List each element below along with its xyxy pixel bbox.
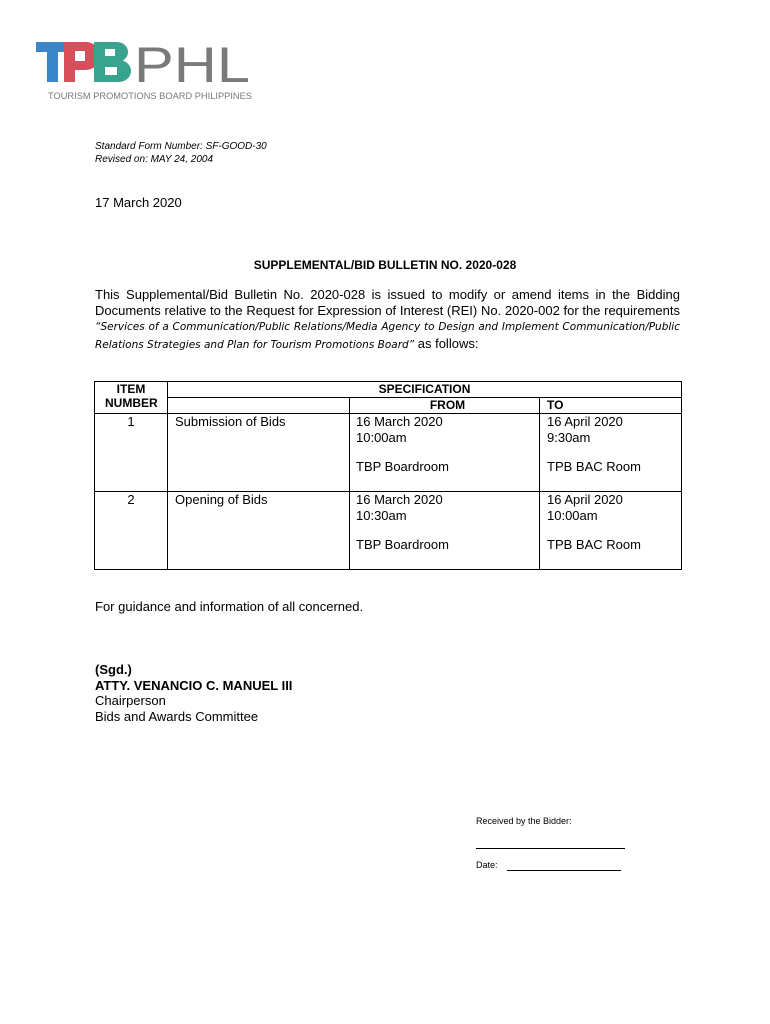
logo-tagline: TOURISM PROMOTIONS BOARD PHILIPPINES — [48, 91, 252, 102]
to-time: 9:30am — [547, 429, 591, 445]
received-by-label: Received by the Bidder: — [476, 816, 572, 826]
to-cell — [540, 414, 682, 492]
bulletin-body — [95, 287, 680, 353]
form-number: Standard Form Number: SF-GOOD-30 — [95, 141, 267, 152]
form-revised: Revised on: MAY 24, 2004 — [95, 154, 214, 165]
to-place: TPB BAC Room — [547, 537, 641, 552]
from-date: 16 March 2020 — [356, 414, 443, 429]
signature-block — [95, 662, 292, 724]
header-to: TO — [540, 398, 682, 414]
item-number: 2 — [95, 492, 168, 570]
from-cell — [350, 492, 540, 570]
header-item-number: ITEM NUMBER — [95, 382, 168, 414]
from-date: 16 March 2020 — [356, 492, 443, 507]
from-cell — [350, 414, 540, 492]
header-from: FROM — [350, 398, 540, 414]
to-date: 16 April 2020 — [547, 414, 623, 429]
signatory-committee: Bids and Awards Committee — [95, 708, 259, 724]
guidance-text: For guidance and information of all concerned. — [95, 599, 364, 614]
date-label: Date: — [476, 860, 498, 870]
signature-line — [476, 848, 625, 849]
logo-letter-b — [94, 42, 131, 82]
body-text-part1: This Supplemental/Bid Bulletin No. 2020-028 is issued to modify or amend items in the Bidding Documents relative to the Request for Expression of Interest (REI) No. 2020-002 for the requirements — [95, 287, 680, 318]
requirement-text: “Services of a Communication/Public Relations/Media Agency to Design and Implement Communication/Public Relations Strategies and Plan for Tourism Promotions Board” — [95, 321, 680, 351]
to-time: 10:00am — [547, 507, 598, 523]
bulletin-title: SUPPLEMENTAL/BID BULLETIN NO. 2020-028 — [253, 258, 517, 272]
to-date: 16 April 2020 — [547, 492, 623, 507]
body-text-part2: as follows: — [414, 335, 479, 351]
header-blank — [168, 398, 350, 414]
specification-table — [94, 381, 682, 570]
document-date: 17 March 2020 — [95, 195, 182, 210]
logo-letter-t — [36, 42, 68, 82]
date-line — [507, 870, 621, 871]
header-specification: SPECIFICATION — [168, 382, 682, 398]
from-time: 10:00am — [356, 429, 407, 445]
item-description: Submission of Bids — [168, 414, 350, 492]
table-row — [95, 414, 682, 492]
table-row — [95, 492, 682, 570]
signatory-position: Chairperson — [95, 693, 166, 708]
item-number: 1 — [95, 414, 168, 492]
tpb-phl-logo — [34, 36, 264, 106]
form-info — [95, 140, 267, 166]
logo-wordmark: PHL — [134, 37, 250, 93]
from-time: 10:30am — [356, 507, 407, 523]
signed-mark: (Sgd.) — [95, 662, 132, 677]
to-place: TPB BAC Room — [547, 459, 641, 474]
item-description: Opening of Bids — [168, 492, 350, 570]
signatory-name: ATTY. VENANCIO C. MANUEL III — [95, 677, 293, 693]
from-place: TBP Boardroom — [356, 459, 449, 474]
to-cell — [540, 492, 682, 570]
from-place: TBP Boardroom — [356, 537, 449, 552]
